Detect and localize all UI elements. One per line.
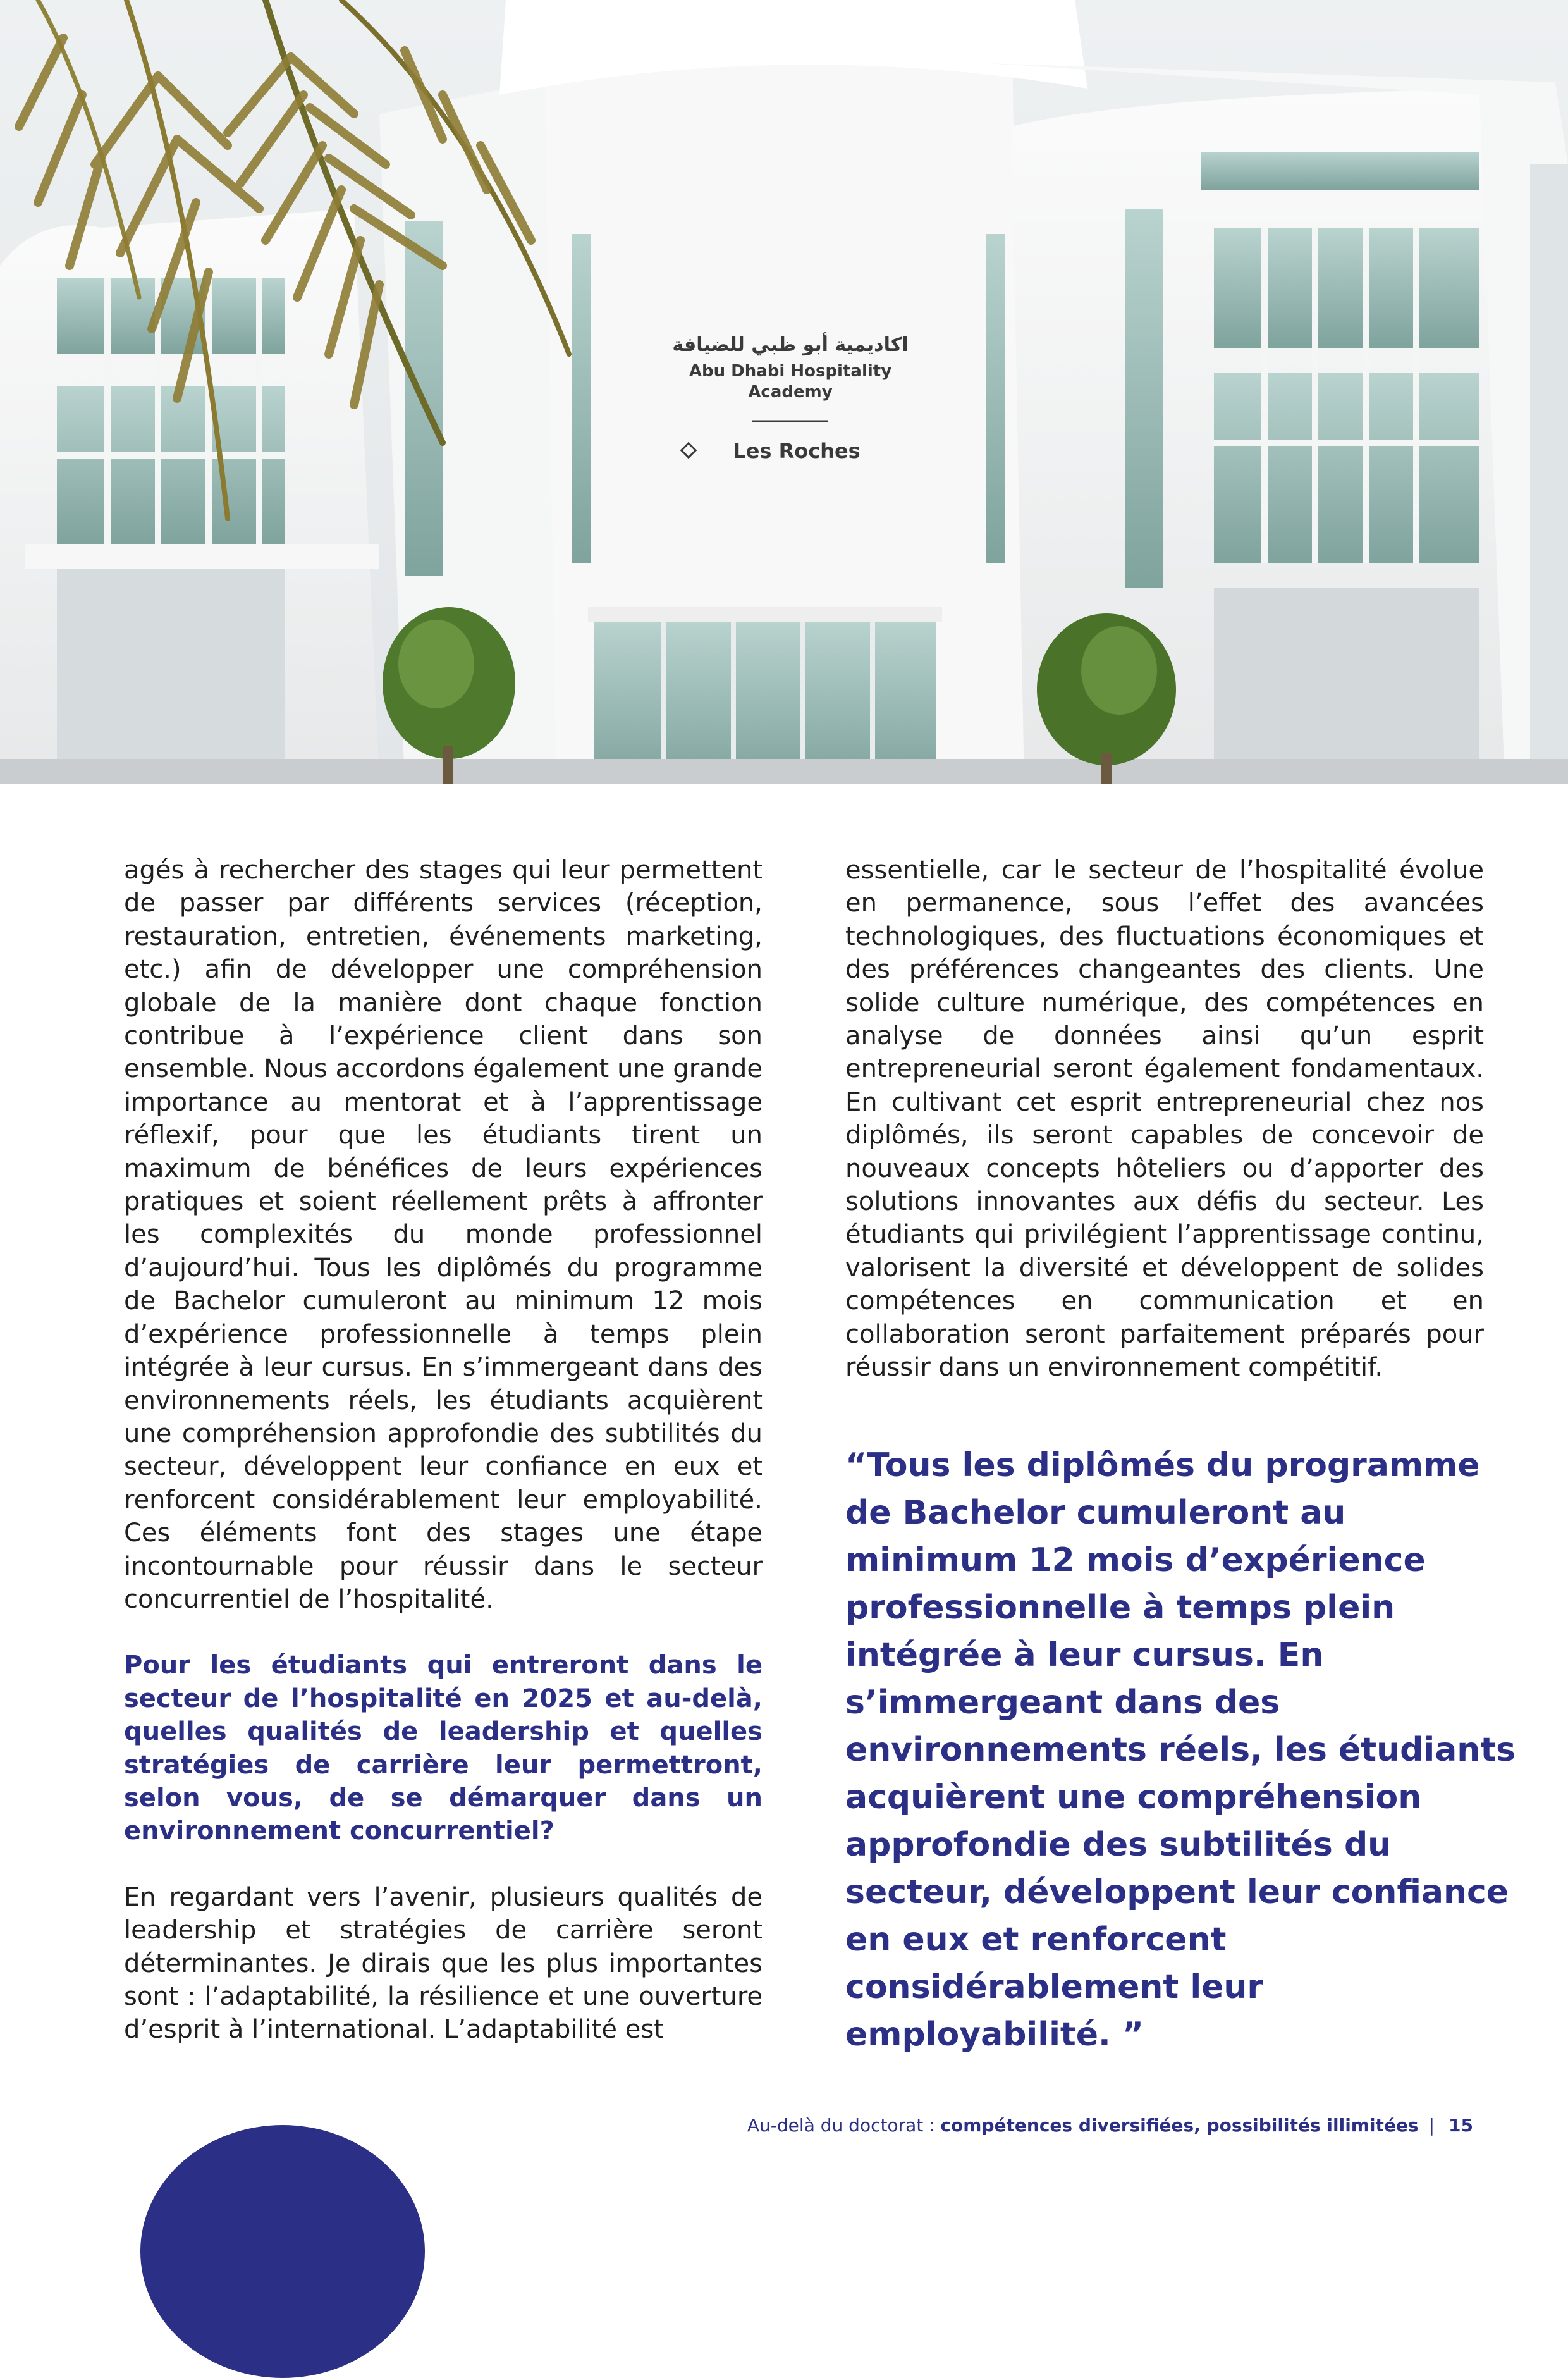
pull-quote-line: secteur, développent leur confiance — [845, 1873, 1509, 1911]
pull-quote-line: employabilité. ” — [845, 2016, 1144, 2054]
pull-quote — [845, 1442, 1516, 2059]
footer-highlight: compétences diversifiées, possibilités illimitées — [940, 2115, 1419, 2136]
sign-line-1: Abu Dhabi Hospitality — [689, 362, 892, 381]
pull-quote-line: professionnelle à temps plein — [845, 1589, 1395, 1627]
sign-line-2: Academy — [748, 383, 833, 402]
footer-prefix: Au-delà du doctorat : — [747, 2115, 941, 2136]
page-footer — [747, 2115, 1473, 2136]
pull-quote-line: considérablement leur — [845, 1968, 1264, 2006]
pull-quote-line: approfondie des subtilités du — [845, 1826, 1392, 1864]
pull-quote-line: s’immergeant dans des — [845, 1684, 1280, 1722]
pull-quote-line: de Bachelor cumuleront au — [845, 1494, 1346, 1532]
pull-quote-line: “Tous les diplômés du programme — [845, 1446, 1480, 1484]
interview-question: Pour les étudiants qui entreront dans le secteur de l’hospitalité en 2025 et au-delà, quelles qualités de leadership et quelles stratégies de carrière leur permettront, selon vous, de se démarquer dans un environnement concurrentiel? — [124, 1651, 763, 1846]
pull-quote-line: environnements réels, les étudiants — [845, 1731, 1516, 1769]
pull-quote-line: minimum 12 mois d’expérience — [845, 1541, 1426, 1579]
left-column — [124, 854, 763, 2047]
pull-quote-line: en eux et renforcent — [845, 1921, 1227, 1959]
pull-quote-line: acquièrent une compréhension — [845, 1778, 1422, 1816]
right-column — [845, 854, 1484, 1384]
header-photo — [0, 0, 1568, 784]
sign-arabic: اكاديمية أبو ظبي للضيافة — [672, 334, 909, 356]
body-paragraph-3: essentielle, car le secteur de l’hospitalité évolue en permanence, sous l’effet des avancées technologiques, des fluctuations économiques et des préférences changeantes des clients. Une solide culture numérique, des compétences en analyse de données ainsi qu’un esprit entrepreneurial seront également fondamentaux. En cultivant cet esprit entrepreneurial chez nos diplômés, ils seront capables de concevoir de nouveaux concepts hôteliers ou d’apporter des solutions innovantes aux défis du secteur. Les étudiants qui privilégient l’apprentissage continu, valorisent la diversité et développent de solides compétences en communication et en collaboration seront parfaitement préparés pour réussir dans un environnement compétitif. — [845, 856, 1484, 1383]
sign-brand: Les Roches — [733, 439, 861, 463]
building-photo — [0, 0, 1568, 784]
footer-separator: | — [1428, 2115, 1435, 2136]
body-paragraph-1: agés à rechercher des stages qui leur permettent de passer par différents services (réception, restauration, entretien, événements marketing, etc.) afin de développer une compréhension globale de la manière dont chaque fonction contribue à l’expérience client dans son ensemble. Nous accordons également une grande importance au mentorat et à l’apprentissage réflexif, pour que les étudiants tirent un maximum de bénéfices de leurs expériences pratiques et soient réellement prêts à affronter les complexités du monde professionnel d’aujourd’hui. Tous les diplômés du programme de Bachelor cumuleront au minimum 12 mois d’expérience professionnelle à temps plein intégrée à leur cursus. En s’immergeant dans des environnements réels, les étudiants acquièrent une compréhension approfondie des subtilités du secteur, développent leur confiance en eux et renforcent considérablement leur employabilité. Ces éléments font des stages une étape incontournable pour réussir dans le secteur concurrentiel de l’hospitalité. — [124, 856, 763, 1614]
decorative-circle — [140, 2125, 425, 2378]
body-paragraph-2: En regardant vers l’avenir, plusieurs qualités de leadership et stratégies de carrière seront déterminantes. Je dirais que les plus importantes sont : l’adaptabilité, la résilience et une ouverture d’esprit à l’international. L’adaptabilité est — [124, 1882, 763, 2045]
pull-quote-line: intégrée à leur cursus. En — [845, 1636, 1324, 1674]
page-number: 15 — [1449, 2115, 1473, 2136]
